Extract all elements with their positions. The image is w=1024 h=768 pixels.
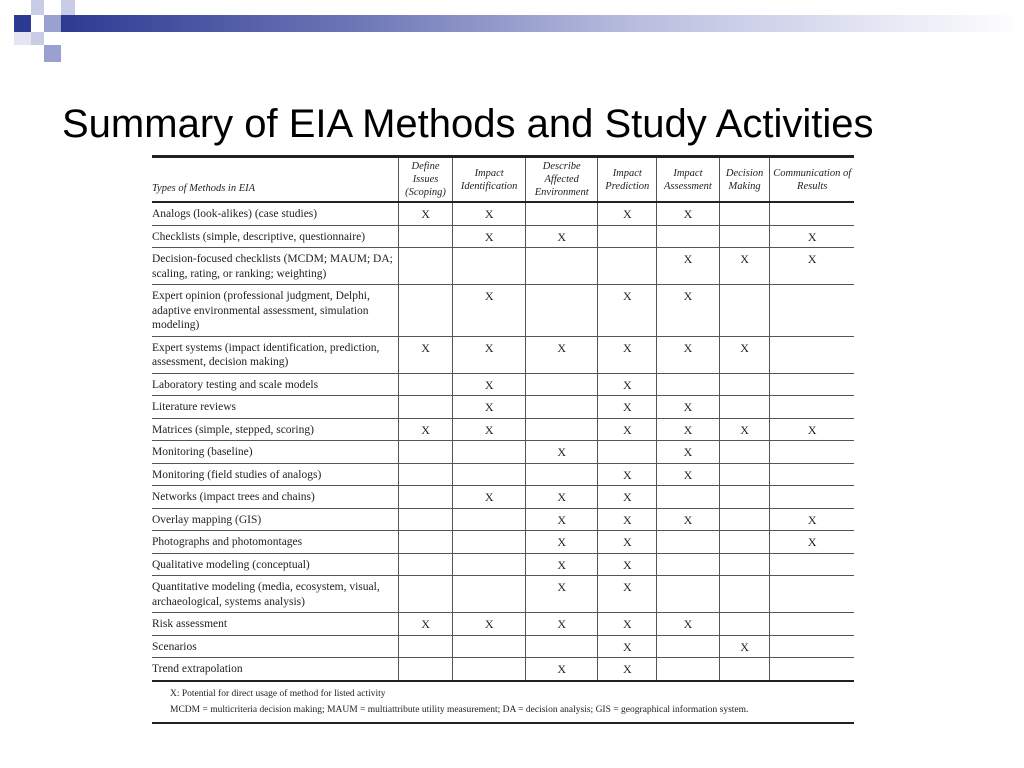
activity-mark-cell xyxy=(453,553,526,576)
table-row xyxy=(152,202,854,225)
table-row xyxy=(152,336,854,373)
activity-mark-cell: X xyxy=(657,202,720,225)
activity-mark-cell: X xyxy=(770,418,854,441)
activity-mark-cell xyxy=(453,576,526,613)
activity-mark-cell: X xyxy=(598,531,657,554)
eia-methods-table-container xyxy=(152,155,854,724)
activity-mark-cell: X xyxy=(525,336,598,373)
activity-mark-cell: X xyxy=(598,396,657,419)
activity-mark-cell: X xyxy=(657,613,720,636)
table-note: MCDM = multicriteria decision making; MAUM = multiattribute utility measurement; DA = decision analysis; GIS = geographical information system. xyxy=(170,704,749,715)
activity-mark-cell: X xyxy=(657,463,720,486)
method-name-cell: Scenarios xyxy=(152,635,398,658)
activity-mark-cell: X xyxy=(719,248,770,285)
table-row xyxy=(152,463,854,486)
table-row xyxy=(152,531,854,554)
activity-mark-cell xyxy=(657,576,720,613)
activity-mark-cell: X xyxy=(398,202,453,225)
activity-mark-cell xyxy=(525,396,598,419)
method-name-cell: Trend extrapolation xyxy=(152,658,398,681)
column-header-methods: Types of Methods in EIA xyxy=(152,183,256,194)
method-name-cell: Photographs and photomontages xyxy=(152,531,398,554)
activity-mark-cell xyxy=(719,553,770,576)
activity-mark-cell xyxy=(770,373,854,396)
method-name-cell: Matrices (simple, stepped, scoring) xyxy=(152,418,398,441)
activity-mark-cell: X xyxy=(598,373,657,396)
activity-mark-cell xyxy=(598,441,657,464)
activity-mark-cell xyxy=(525,202,598,225)
method-name-cell: Laboratory testing and scale models xyxy=(152,373,398,396)
table-row xyxy=(152,441,854,464)
method-name-cell: Risk assessment xyxy=(152,613,398,636)
activity-mark-cell xyxy=(770,613,854,636)
activity-mark-cell: X xyxy=(453,336,526,373)
header-gradient-bar xyxy=(60,15,1024,32)
activity-mark-cell xyxy=(453,658,526,681)
method-name-cell: Networks (impact trees and chains) xyxy=(152,486,398,509)
activity-mark-cell: X xyxy=(598,508,657,531)
activity-mark-cell xyxy=(657,553,720,576)
activity-mark-cell: X xyxy=(719,418,770,441)
table-body xyxy=(152,202,854,681)
method-name-cell: Expert systems (impact identification, prediction, assessment, decision making) xyxy=(152,336,398,373)
activity-mark-cell xyxy=(525,635,598,658)
activity-mark-cell xyxy=(719,373,770,396)
method-name-cell: Monitoring (field studies of analogs) xyxy=(152,463,398,486)
activity-mark-cell: X xyxy=(398,336,453,373)
table-row xyxy=(152,553,854,576)
activity-mark-cell xyxy=(719,658,770,681)
activity-mark-cell xyxy=(398,463,453,486)
deco-square xyxy=(14,32,31,45)
activity-mark-cell xyxy=(398,531,453,554)
activity-mark-cell: X xyxy=(453,202,526,225)
slide-title: Summary of EIA Methods and Study Activities xyxy=(62,102,874,146)
activity-mark-cell: X xyxy=(657,285,720,337)
column-header-impact-prediction: Impact Prediction xyxy=(598,157,657,203)
deco-square xyxy=(44,45,61,62)
activity-mark-cell: X xyxy=(770,248,854,285)
activity-mark-cell xyxy=(398,635,453,658)
activity-mark-cell: X xyxy=(770,531,854,554)
activity-mark-cell xyxy=(398,576,453,613)
activity-mark-cell: X xyxy=(598,635,657,658)
activity-mark-cell xyxy=(398,658,453,681)
activity-mark-cell xyxy=(719,396,770,419)
deco-square xyxy=(61,0,75,15)
activity-mark-cell xyxy=(657,531,720,554)
activity-mark-cell xyxy=(525,463,598,486)
activity-mark-cell xyxy=(525,248,598,285)
deco-square xyxy=(31,32,44,45)
activity-mark-cell xyxy=(657,635,720,658)
deco-square xyxy=(14,15,31,32)
activity-mark-cell xyxy=(398,285,453,337)
activity-mark-cell: X xyxy=(525,613,598,636)
method-name-cell: Checklists (simple, descriptive, questionnaire) xyxy=(152,225,398,248)
column-header-impact-assessment: Impact Assessment xyxy=(657,157,720,203)
activity-mark-cell: X xyxy=(598,418,657,441)
activity-mark-cell: X xyxy=(525,486,598,509)
activity-mark-cell xyxy=(525,285,598,337)
activity-mark-cell: X xyxy=(525,441,598,464)
table-notes xyxy=(152,682,854,724)
activity-mark-cell xyxy=(398,248,453,285)
activity-mark-cell: X xyxy=(453,418,526,441)
table-row xyxy=(152,396,854,419)
activity-mark-cell xyxy=(719,531,770,554)
activity-mark-cell xyxy=(719,576,770,613)
activity-mark-cell xyxy=(398,225,453,248)
activity-mark-cell xyxy=(398,486,453,509)
method-name-cell: Qualitative modeling (conceptual) xyxy=(152,553,398,576)
activity-mark-cell: X xyxy=(525,508,598,531)
activity-mark-cell xyxy=(770,202,854,225)
activity-mark-cell xyxy=(398,373,453,396)
method-name-cell: Literature reviews xyxy=(152,396,398,419)
activity-mark-cell xyxy=(453,635,526,658)
activity-mark-cell xyxy=(719,225,770,248)
method-name-cell: Analogs (look-alikes) (case studies) xyxy=(152,202,398,225)
activity-mark-cell: X xyxy=(398,613,453,636)
activity-mark-cell xyxy=(770,285,854,337)
activity-mark-cell xyxy=(719,486,770,509)
table-row xyxy=(152,635,854,658)
method-name-cell: Decision-focused checklists (MCDM; MAUM; DA; scaling, rating, or ranking; weighting) xyxy=(152,248,398,285)
activity-mark-cell xyxy=(525,373,598,396)
deco-square xyxy=(44,15,61,32)
activity-mark-cell: X xyxy=(657,441,720,464)
activity-mark-cell: X xyxy=(598,463,657,486)
activity-mark-cell xyxy=(453,441,526,464)
activity-mark-cell: X xyxy=(525,576,598,613)
activity-mark-cell: X xyxy=(453,486,526,509)
table-row xyxy=(152,613,854,636)
activity-mark-cell xyxy=(453,531,526,554)
activity-mark-cell xyxy=(453,508,526,531)
activity-mark-cell: X xyxy=(657,248,720,285)
activity-mark-cell: X xyxy=(598,658,657,681)
activity-mark-cell: X xyxy=(453,225,526,248)
table-row xyxy=(152,576,854,613)
column-header-define-issues: Define Issues (Scoping) xyxy=(398,157,453,203)
activity-mark-cell: X xyxy=(598,613,657,636)
activity-mark-cell: X xyxy=(453,285,526,337)
activity-mark-cell xyxy=(657,373,720,396)
activity-mark-cell xyxy=(398,508,453,531)
activity-mark-cell: X xyxy=(598,336,657,373)
method-name-cell: Monitoring (baseline) xyxy=(152,441,398,464)
table-header-row xyxy=(152,157,854,203)
activity-mark-cell: X xyxy=(598,486,657,509)
activity-mark-cell: X xyxy=(657,418,720,441)
table-row xyxy=(152,285,854,337)
method-name-cell: Overlay mapping (GIS) xyxy=(152,508,398,531)
activity-mark-cell xyxy=(525,418,598,441)
activity-mark-cell xyxy=(719,441,770,464)
activity-mark-cell xyxy=(770,553,854,576)
column-header-describe-environment: Describe Affected Environment xyxy=(525,157,598,203)
table-row xyxy=(152,248,854,285)
column-header-impact-identification: Impact Identification xyxy=(453,157,526,203)
table-row xyxy=(152,373,854,396)
activity-mark-cell: X xyxy=(525,553,598,576)
table-row xyxy=(152,225,854,248)
activity-mark-cell xyxy=(719,285,770,337)
activity-mark-cell: X xyxy=(719,336,770,373)
activity-mark-cell xyxy=(398,396,453,419)
table-row xyxy=(152,486,854,509)
activity-mark-cell xyxy=(453,463,526,486)
table-row xyxy=(152,418,854,441)
activity-mark-cell: X xyxy=(657,508,720,531)
activity-mark-cell xyxy=(657,658,720,681)
activity-mark-cell xyxy=(719,202,770,225)
column-header-communication: Communication of Results xyxy=(770,157,854,203)
activity-mark-cell: X xyxy=(598,202,657,225)
activity-mark-cell: X xyxy=(598,285,657,337)
deco-square xyxy=(31,0,44,15)
activity-mark-cell: X xyxy=(657,336,720,373)
activity-mark-cell xyxy=(770,635,854,658)
column-header-decision-making: Decision Making xyxy=(719,157,770,203)
activity-mark-cell xyxy=(770,658,854,681)
activity-mark-cell: X xyxy=(770,508,854,531)
activity-mark-cell: X xyxy=(598,553,657,576)
activity-mark-cell: X xyxy=(719,635,770,658)
activity-mark-cell xyxy=(657,486,720,509)
activity-mark-cell: X xyxy=(398,418,453,441)
activity-mark-cell xyxy=(453,248,526,285)
eia-methods-table xyxy=(152,155,854,682)
activity-mark-cell xyxy=(719,508,770,531)
activity-mark-cell xyxy=(398,553,453,576)
activity-mark-cell xyxy=(770,441,854,464)
activity-mark-cell: X xyxy=(453,396,526,419)
method-name-cell: Quantitative modeling (media, ecosystem, visual, archaeological, systems analysis) xyxy=(152,576,398,613)
method-name-cell: Expert opinion (professional judgment, Delphi, adaptive environmental assessment, simulation modeling) xyxy=(152,285,398,337)
activity-mark-cell: X xyxy=(770,225,854,248)
activity-mark-cell xyxy=(770,396,854,419)
activity-mark-cell xyxy=(770,576,854,613)
activity-mark-cell: X xyxy=(598,576,657,613)
activity-mark-cell: X xyxy=(525,225,598,248)
activity-mark-cell xyxy=(770,463,854,486)
activity-mark-cell: X xyxy=(657,396,720,419)
activity-mark-cell: X xyxy=(525,531,598,554)
activity-mark-cell xyxy=(598,225,657,248)
activity-mark-cell xyxy=(770,336,854,373)
activity-mark-cell xyxy=(770,486,854,509)
activity-mark-cell xyxy=(719,613,770,636)
activity-mark-cell: X xyxy=(453,373,526,396)
table-row xyxy=(152,658,854,681)
table-note: X: Potential for direct usage of method for listed activity xyxy=(170,688,386,699)
activity-mark-cell xyxy=(598,248,657,285)
activity-mark-cell: X xyxy=(453,613,526,636)
activity-mark-cell: X xyxy=(525,658,598,681)
activity-mark-cell xyxy=(657,225,720,248)
activity-mark-cell xyxy=(719,463,770,486)
activity-mark-cell xyxy=(398,441,453,464)
table-row xyxy=(152,508,854,531)
